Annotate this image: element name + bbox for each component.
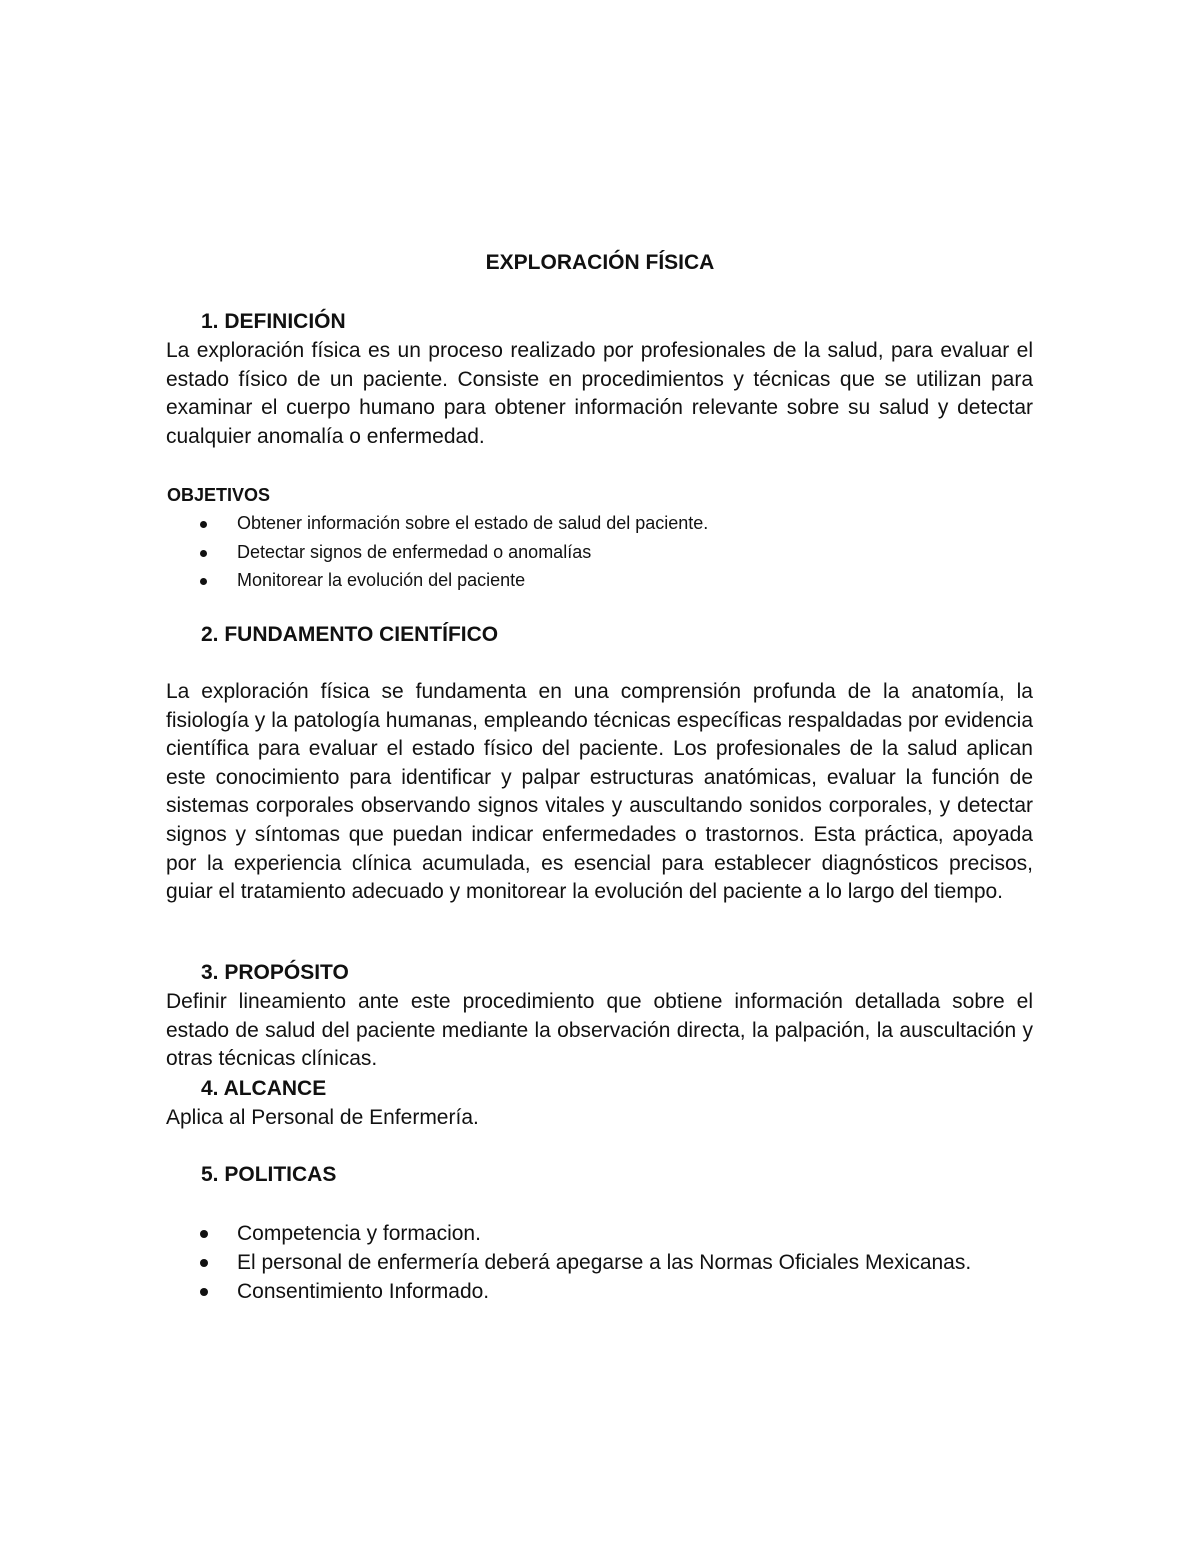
section-alcance-heading: 4. ALCANCE xyxy=(201,1077,327,1100)
section-proposito-heading: 3. PROPÓSITO xyxy=(201,961,349,984)
objetivos-heading: OBJETIVOS xyxy=(167,485,271,505)
section-alcance-paragraph: Aplica al Personal de Enfermería. xyxy=(166,1106,479,1129)
bullet-icon xyxy=(200,1230,208,1238)
objetivo-text: Detectar signos de enfermedad o anomalías xyxy=(237,541,592,562)
list-item xyxy=(200,538,1033,567)
section-politicas-heading: 5. POLITICAS xyxy=(201,1163,337,1186)
bullet-icon xyxy=(200,550,207,557)
politica-text: Consentimiento Informado. xyxy=(237,1280,490,1303)
section-definicion-heading: 1. DEFINICIÓN xyxy=(201,310,346,333)
document-title: EXPLORACIÓN FÍSICA xyxy=(485,251,715,274)
objetivos-list xyxy=(200,509,1033,595)
objetivo-text: Obtener información sobre el estado de salud del paciente. xyxy=(237,513,709,533)
bullet-icon xyxy=(200,521,207,528)
list-item xyxy=(200,1219,1033,1248)
politicas-list xyxy=(200,1219,1033,1306)
bullet-icon xyxy=(200,1288,208,1296)
section-fundamento-heading: 2. FUNDAMENTO CIENTÍFICO xyxy=(201,623,499,646)
section-fundamento-paragraph: La exploración física se fundamenta en una comprensión profunda de la anatomía, la fisiología y la patología humanas, empleando técnicas específicas respaldadas por evidencia científica para evaluar el estado físico del paciente. Los profesionales de la salud aplican este conocimiento para identificar y palpar estructuras anatómicas, evaluar la función de sistemas corporales observando signos vitales y auscultando sonidos corporales, y detectar signos y síntomas que puedan indicar enfermedades o trastornos. Esta práctica, apoyada por la experiencia clínica acumulada, es esencial para establecer diagnósticos precisos, guiar el tratamiento adecuado y monitorear la evolución del paciente a lo largo del tiempo. xyxy=(166,680,1033,904)
bullet-icon xyxy=(200,578,207,585)
bullet-icon xyxy=(200,1259,208,1267)
section-definicion-paragraph: La exploración física es un proceso realizado por profesionales de la salud, para evaluar el estado físico de un paciente. Consiste en procedimientos y técnicas que se utilizan para examinar el cuerpo humano para obtener información relevante sobre su salud y detectar cualquier anomalía o enfermedad. xyxy=(166,339,1033,448)
politica-text: El personal de enfermería deberá apegarse a las Normas Oficiales Mexicanas. xyxy=(237,1251,972,1274)
list-item xyxy=(200,1248,1033,1277)
politica-text: Competencia y formacion. xyxy=(237,1222,481,1245)
section-proposito-paragraph: Definir lineamiento ante este procedimiento que obtiene información detallada sobre el estado de salud del paciente mediante la observación directa, la palpación, la auscultación y otras técnicas clínicas. xyxy=(166,990,1033,1071)
list-item xyxy=(200,509,1033,538)
list-item xyxy=(200,566,1033,595)
list-item xyxy=(200,1277,1033,1306)
objetivo-text: Monitorear la evolución del paciente xyxy=(237,570,526,590)
